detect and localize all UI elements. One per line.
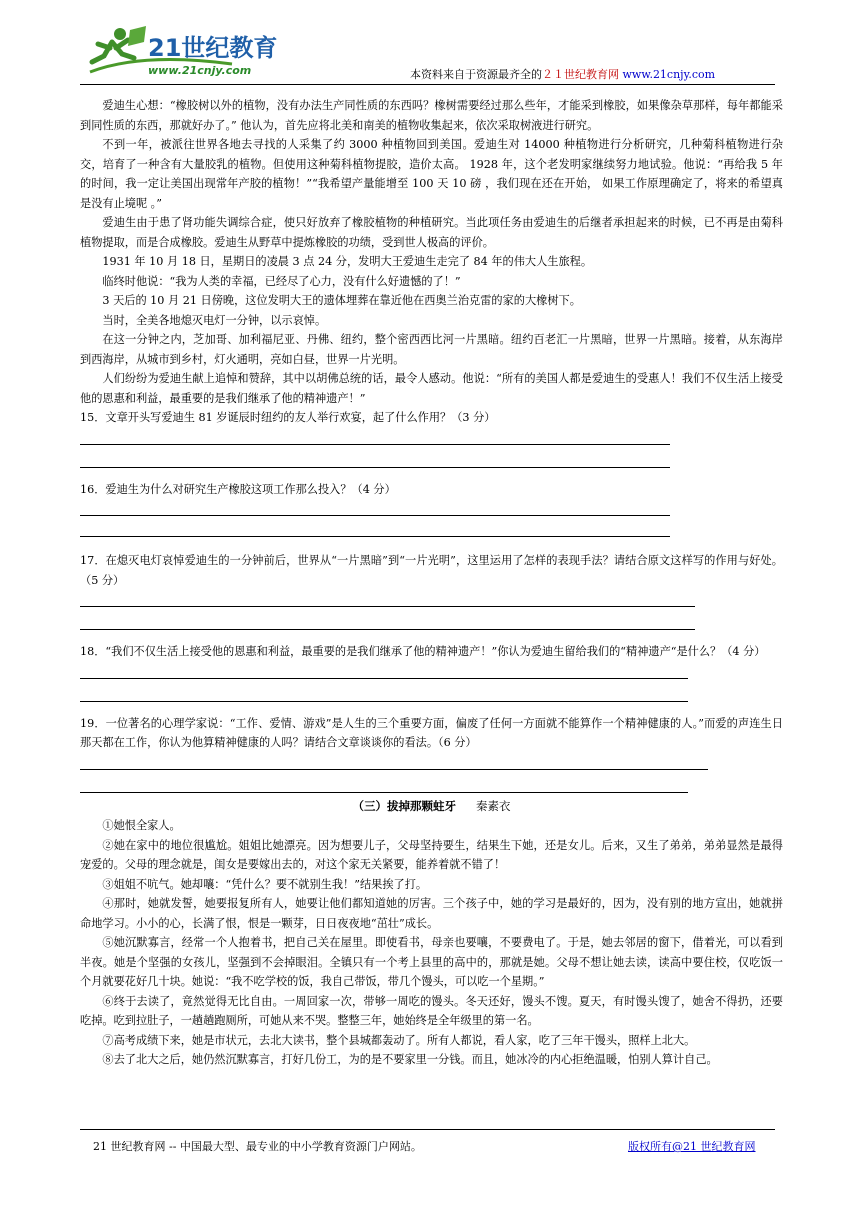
- passage-paragraph: 爱迪生由于患了肾功能失调综合症，使只好放弃了橡胶植物的种植研究。当此项任务由爱迪生的后继者承担起来的时候，已不再是由菊科植物提取，而是合成橡胶。爱迪生从野草中提炼橡胶的功绩，受到世人极高的评价。: [80, 216, 783, 249]
- passage-paragraph: 人们纷纷为爱迪生献上追悼和赞辞，其中以胡佛总统的话，最令人感动。他说：“所有的美国人都是爱迪生的受惠人！我们不仅生活上接受他的恩惠和利益，最重要的是我们继承了他的精神遗产！”: [80, 372, 783, 405]
- footer-copyright-link[interactable]: 版权所有@21 世纪教育网: [628, 1140, 756, 1153]
- section-title: [80, 797, 783, 817]
- footer-divider: [80, 1129, 775, 1130]
- passage-paragraph: 1931 年 10 月 18 日，星期日的凌晨 3 点 24 分，发明大王爱迪生走完了 84 年的伟大人生旅程。: [102, 255, 593, 268]
- header-divider: [80, 84, 775, 85]
- passage-paragraph: 爱迪生心想：“橡胶树以外的植物，没有办法生产同性质的东西吗？橡树需要经过那么些年，才能采到橡胶，如果像杂草那样，每年都能采到同性质的东西，那就好办了。” 他认为，首先应将北美和南美的植物收集起来，依次采取树液进行研究。: [80, 99, 783, 132]
- document-body: [80, 96, 783, 1070]
- passage-paragraph: ⑦高考成绩下来，她是市状元，去北大读书，整个县城都轰动了。所有人都说，看人家，吃了三年干馒头，照样上北大。: [102, 1033, 696, 1047]
- section-author: 秦素衣: [476, 798, 511, 813]
- passage-paragraph: 当时，全美各地熄灭电灯一分钟，以示哀悼。: [102, 313, 327, 327]
- section-title-text: （三）拔掉那颗蛀牙: [352, 798, 456, 813]
- passage-paragraph: ③姐姐不吭气。她却嚷：“凭什么？要不就别生我！”结果挨了打。: [102, 877, 428, 891]
- passage-paragraph: 不到一年，被派往世界各地去寻找的人采集了约 3000 种植物回到美国。爱迪生对 14000 种植物进行分析研究，几种菊科植物进行杂交，培育了一种含有大量胶乳的植物。但使用这种菊科植物提胶，造价太高。 1928 年，这个老发明家继续努力地试验。他说：“再给我 5 年的时间，我一定让美国出现常年产胶的植物！”“我希望产量能增至 100 天 10 磅 ，我们现在还在开始， 如果工作原理确定了，将来的希望真是没有止境呢 。”: [80, 138, 783, 210]
- passage-paragraph: 临终时他说：“我为人类的幸福，已经尽了心力，没有什么好遗憾的了！”: [102, 274, 461, 288]
- question-19: 19．一位著名的心理学家说：“工作、爱情、游戏”是人生的三个重要方面，偏废了任何一方面就不能算作一个精神健康的人。”而爱的声连生日那天都在工作，你认为他算精神健康的人吗？请结合文章谈谈你的看法。（6 分）: [80, 716, 783, 749]
- passage-paragraph: ②她在家中的地位很尴尬。姐姐比她漂亮。因为想要儿子，父母坚持要生，结果生下她，还是女儿。后来，又生了弟弟，弟弟显然是最得宠爱的。父母的理念就是，闺女是要嫁出去的，对这个家无关紧要，能养着就不错了！: [80, 838, 783, 871]
- site-logo: [82, 22, 282, 82]
- svg-text:www.21cnjy.com: www.21cnjy.com: [148, 64, 252, 77]
- passage-paragraph: ⑤她沉默寡言，经常一个人抱着书，把自己关在屋里。即使看书，母亲也要嚷，不要费电了。于是，她去邻居的窗下，借着光，可以看到半夜。她是个坚强的女孩儿，坚强到不会掉眼泪。全镇只有一个考上县里的高中的，那就是她。父母不想让她去读，读高中要住校，仅吃饭一个月就要花好几十块。她说：“我不吃学校的饭，我自己带饭，带几个馒头，可以吃一个星期。”: [80, 936, 783, 988]
- header-source-url[interactable]: www.21cnjy.com: [622, 68, 716, 81]
- footer-site-description: 21 世纪教育网 -- 中国最大型、最专业的中小学教育资源门户网站。: [93, 1140, 422, 1153]
- svg-text:21世纪教育: 21世纪教育: [148, 34, 278, 62]
- runner-logo-icon: [82, 22, 282, 82]
- header-source-prefix: 本资料来自于资源最齐全的: [410, 68, 542, 81]
- question-17: 17．在熄灭电灯哀悼爱迪生的一分钟前后，世界从“一片黑暗”到“一片光明”，这里运用了怎样的表现手法？请结合原文这样写的作用与好处。（5 分）: [80, 554, 783, 587]
- header-source-site[interactable]: ２１世纪教育网: [542, 68, 619, 81]
- header-source-line: [410, 66, 715, 82]
- question-15: 15．文章开头写爱迪生 81 岁诞辰时纽约的友人举行欢宴，起了什么作用？（3 分）: [80, 411, 496, 424]
- passage-paragraph: ⑥终于去读了，竟然觉得无比自由。一周回家一次，带够一周吃的馒头。冬天还好，馒头不馊。夏天，有时馒头馊了，她舍不得扔，还要吃掉。吃到拉肚子，一趟趟跑厕所，可她从来不哭。整整三年，她始终是全年级里的第一名。: [80, 994, 783, 1027]
- passage-paragraph: ①她恨全家人。: [102, 819, 181, 832]
- question-16: 16．爱迪生为什么对研究生产橡胶这项工作那么投入？（4 分）: [80, 482, 396, 496]
- passage-paragraph: ④那时，她就发誓，她要报复所有人，她要让他们都知道她的厉害。三个孩子中，她的学习是最好的，因为，没有别的地方宣出，她就拼命地学习。小小的心，长满了恨，恨是一颗芽，日日夜夜地“茁壮”成长。: [80, 897, 783, 930]
- passage-paragraph: ⑧去了北大之后，她仍然沉默寡言，打好几份工，为的是不要家里一分钱。而且，她冰冷的内心拒绝温暖，怕别人算计自己。: [102, 1053, 718, 1066]
- question-18: 18．“我们不仅生活上接受他的恩惠和利益，最重要的是我们继承了他的精神遗产！”你认为爱迪生留给我们的“精神遗产“是什么？（4 分）: [80, 645, 766, 658]
- passage-paragraph: 在这一分钟之内，芝加哥、加利福尼亚、丹佛、纽约，整个密西西比河一片黑暗。纽约百老汇一片黑暗，世界一片黑暗。接着，从东海岸到西海岸，从城市到乡村，灯火通明，亮如白昼，世界一片光明。: [80, 333, 783, 366]
- passage-paragraph: 3 天后的 10 月 21 日傍晚，这位发明大王的遗体埋葬在靠近他在西奥兰治克雷的家的大橡树下。: [102, 294, 581, 307]
